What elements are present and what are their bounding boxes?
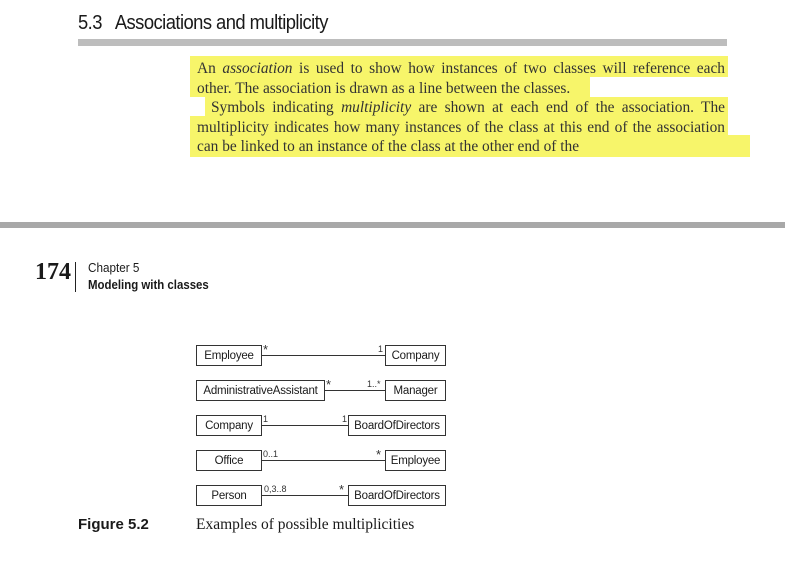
class-box: Company: [196, 415, 262, 436]
association-line: [262, 460, 385, 461]
heading-rule: [78, 39, 727, 46]
chapter-label: Chapter 5: [88, 260, 140, 275]
multiplicity-label: 0,3..8: [264, 484, 287, 494]
multiplicity-label: 0..1: [263, 449, 279, 459]
page-number-rule: [75, 262, 76, 292]
multiplicity-label: 1: [263, 414, 269, 424]
multiplicity-label: *: [326, 377, 332, 392]
class-box: BoardOfDirectors: [348, 485, 446, 506]
class-box: BoardOfDirectors: [348, 415, 446, 436]
association-line: [262, 495, 348, 496]
class-box: Person: [196, 485, 262, 506]
section-title: Associations and multiplicity: [114, 12, 328, 34]
multiplicity-label: *: [339, 482, 345, 497]
class-box: Office: [196, 450, 262, 471]
association-line: [325, 390, 385, 391]
multiplicity-label: 1: [342, 414, 348, 424]
class-box: Manager: [385, 380, 446, 401]
figure-caption: Examples of possible multiplicities: [196, 516, 415, 533]
association-line: [262, 425, 348, 426]
figure-label: Figure 5.2: [78, 516, 149, 533]
term-association: association: [222, 60, 293, 77]
multiplicity-label: *: [376, 447, 382, 462]
association-line: [262, 355, 385, 356]
class-box: Company: [385, 345, 446, 366]
class-box: Employee: [196, 345, 262, 366]
section-heading: [78, 12, 328, 35]
paragraph-multiplicity: Symbols indicating multiplicity are shown at each end of the association. The multiplicity indicates how many instances of the class at this end of the association can be linked to an instance of the class at the other end of the: [197, 99, 725, 156]
term-multiplicity: multiplicity: [341, 99, 412, 117]
body-text: [197, 59, 725, 157]
paragraph-association: An association is used to show how instances of two classes will reference each other. The association is drawn as a line between the classes.: [197, 60, 725, 97]
class-box: Employee: [385, 450, 446, 471]
class-box: AdministrativeAssistant: [196, 380, 325, 401]
multiplicity-label: *: [263, 342, 269, 357]
section-number: 5.3: [78, 12, 102, 34]
chapter-title: Modeling with classes: [88, 277, 209, 292]
multiplicity-label: 1: [378, 344, 384, 354]
page-divider: [0, 222, 785, 228]
multiplicity-label: 1..*: [367, 379, 381, 389]
page-number: 174: [35, 259, 71, 285]
